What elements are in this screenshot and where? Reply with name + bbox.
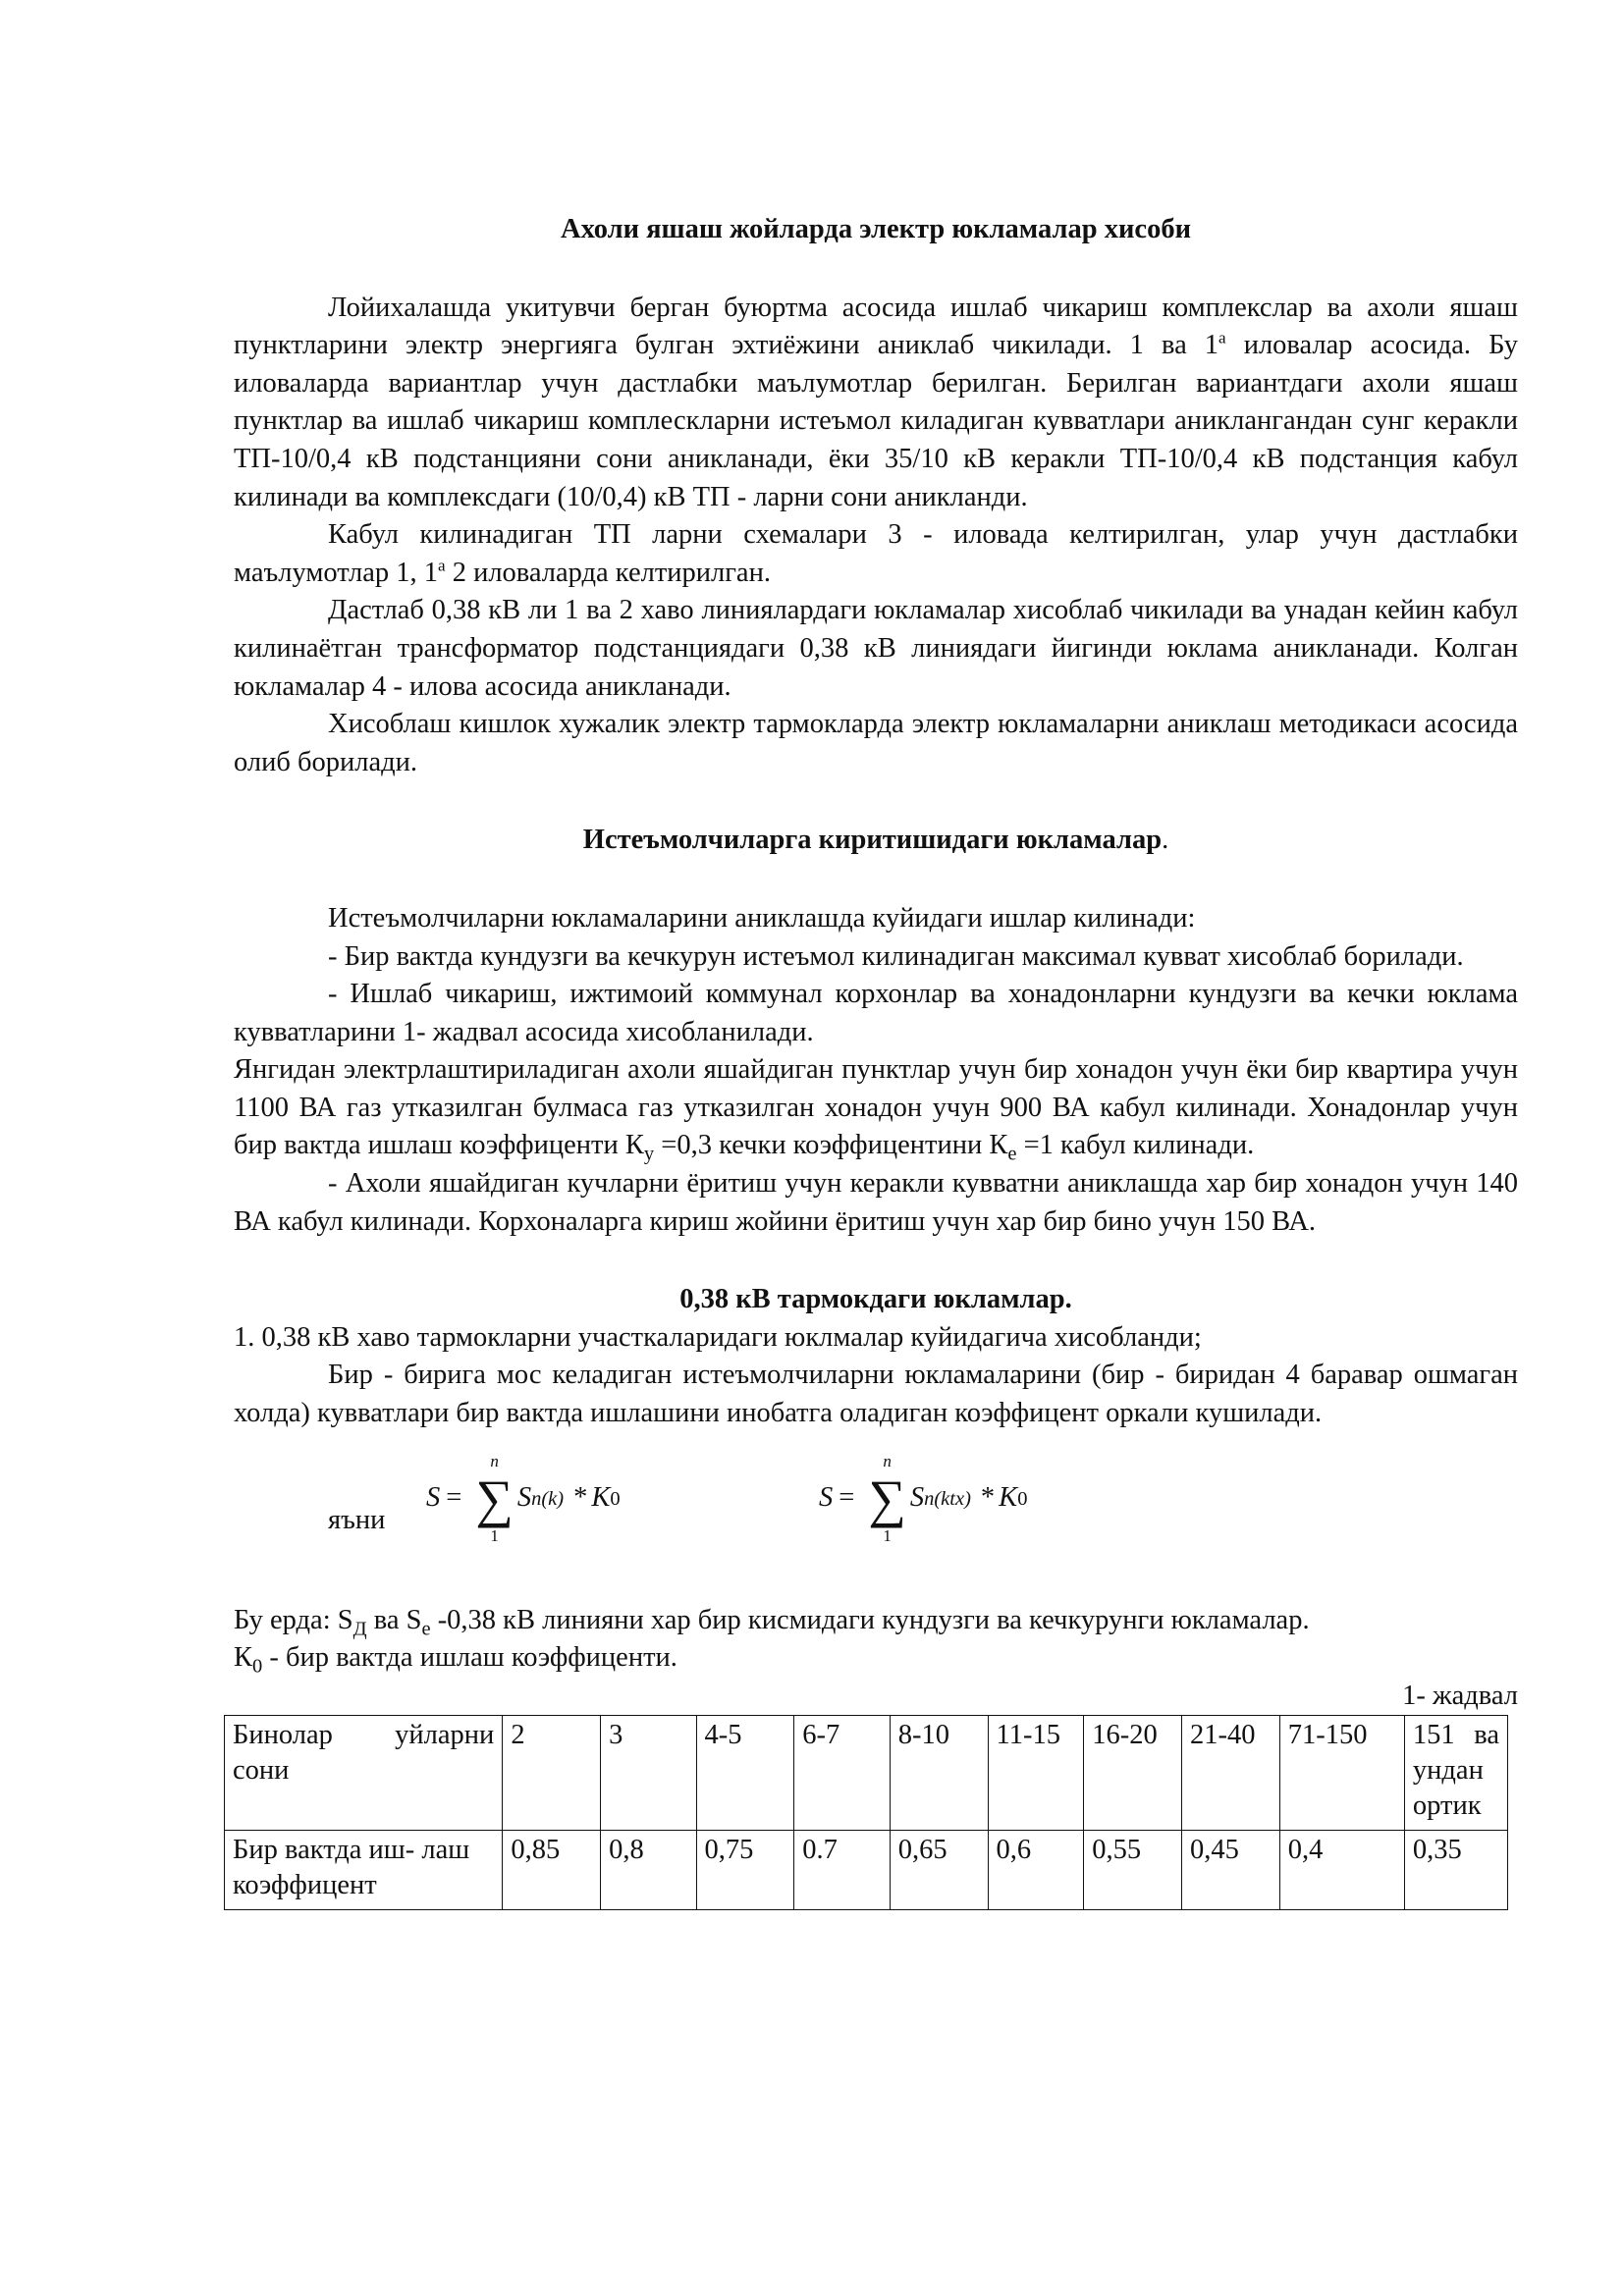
table-cell: 4-5 bbox=[696, 1716, 794, 1831]
table-cell: 0,85 bbox=[503, 1831, 601, 1910]
sum-upper-limit: n bbox=[883, 1451, 892, 1470]
subscript-0: 0 bbox=[252, 1655, 263, 1678]
table-cell: 0,35 bbox=[1404, 1831, 1507, 1910]
formula-k: K bbox=[591, 1482, 611, 1514]
table-cell: 0,4 bbox=[1279, 1831, 1404, 1910]
table-row bbox=[225, 1716, 1508, 1831]
table-row bbox=[225, 1831, 1508, 1910]
note-paragraph-1 bbox=[234, 1602, 1518, 1640]
heading-dot: . bbox=[1162, 825, 1169, 856]
formula-term: S bbox=[909, 1482, 925, 1514]
consumers-paragraph-3: - Ишлаб чикариш, ижтимоий коммунал корхонлар ва хонадонларни кундузги ва кечки юклама кувватларини 1- жадвал асосида хисобланилади. bbox=[234, 979, 1518, 1047]
coefficient-table bbox=[224, 1715, 1508, 1910]
sum-lower-limit: 1 bbox=[883, 1525, 892, 1545]
consumers-p4-text-a: Янгидан электрлаштириладиган ахоли яшайдиган пунктлар учун бир хонадон учун ёки бир квартира учун 1100 ВА газ утказилган булмаса газ утказилган хонадон учун 900 ВА кабул килинади. Хонадонлар учун бир вактда ишлаш коэффиценти К bbox=[234, 1054, 1518, 1161]
consumers-paragraph-2: - Бир вактда кундузги ва кечкурун истеъмол килинадиган максимал кувват хисоблаб борилади. bbox=[328, 940, 1464, 972]
table-caption: 1- жадвал bbox=[1402, 1680, 1518, 1711]
subscript-u: у bbox=[643, 1144, 655, 1166]
intro-p1-text-a: Лойихалашда укитувчи берган буюртма асосида ишлаб чикариш комплекслар ва ахоли яшаш пунктларини электр энергияга булган эхтиёжини аниклаб чикилади. 1 ва 1 bbox=[234, 292, 1518, 361]
table-cell: 8-10 bbox=[890, 1716, 988, 1831]
table-cell: 16-20 bbox=[1084, 1716, 1182, 1831]
sum-lower-limit: 1 bbox=[490, 1525, 499, 1545]
table-cell: 0,6 bbox=[988, 1831, 1084, 1910]
section-heading-consumers bbox=[234, 822, 1518, 860]
table-cell: 0,55 bbox=[1084, 1831, 1182, 1910]
table-cell: 0.7 bbox=[794, 1831, 890, 1910]
note-paragraph-2 bbox=[234, 1639, 1518, 1678]
intro-p2-text-b: 2 иловаларда келтирилган. bbox=[445, 557, 771, 588]
sigma-icon: ∑ bbox=[868, 1468, 906, 1528]
table-cell: 0,8 bbox=[601, 1831, 696, 1910]
consumers-p4-text-c: =1 кабул килинади. bbox=[1016, 1130, 1255, 1161]
section-heading-network: 0,38 кВ тармокдаги юкламлар. bbox=[679, 1284, 1072, 1315]
formula-term: S bbox=[516, 1482, 532, 1514]
formula-k: K bbox=[999, 1482, 1018, 1514]
table-cell: 6-7 bbox=[794, 1716, 890, 1831]
note-text-e: - бир вактда ишлаш коэффиценти. bbox=[262, 1642, 677, 1674]
subscript-e: е bbox=[421, 1618, 431, 1640]
formula-lhs: S bbox=[426, 1482, 441, 1514]
section-heading-text: Истеъмолчиларга киритишидаги юкламалар bbox=[582, 825, 1163, 856]
table-cell: 21-40 bbox=[1181, 1716, 1279, 1831]
intro-p1-text-b: иловалар асосида. Бу иловаларда вариантлар учун дастлабки маълумотлар берилган. Берилган вариантдаги ахоли яшаш пунктлар ва ишлаб чикариш комплескларни истеъмол киладиган кувватлари аниклангандан сунг керакли ТП-10/0,4 кВ подстанцияни сони аникланади, ёки 35/10 кВ керакли ТП-10/0,4 кВ подстанция кабул килинади ва комплексдаги (10/0,4) кВ ТП - ларни сони аникланди. bbox=[234, 330, 1519, 512]
consumers-paragraph-4 bbox=[234, 1051, 1518, 1165]
subscript-d: Д bbox=[352, 1618, 367, 1640]
table-cell-row-label: Бинолар уйларни сони bbox=[225, 1716, 503, 1831]
consumers-paragraph-5: - Ахоли яшайдиган кучларни ёритиш учун керакли кувватни аниклашда хар бир хонадон учун 140 ВА кабул килинади. Корхоналарга кириш жойини ёритиш учун хар бир бино учун 150 ВА. bbox=[234, 1168, 1518, 1237]
formula-equals: = bbox=[839, 1482, 855, 1514]
table-cell: 71-150 bbox=[1279, 1716, 1404, 1831]
note-text-d: К bbox=[234, 1642, 253, 1674]
subscript-e: е bbox=[1007, 1144, 1017, 1166]
table-cell: 2 bbox=[503, 1716, 601, 1831]
superscript-a: а bbox=[437, 556, 446, 575]
note-text-a: Бу ерда: S bbox=[234, 1604, 353, 1635]
formula-multiply: * bbox=[980, 1482, 996, 1514]
table-cell: 0,45 bbox=[1181, 1831, 1279, 1910]
intro-paragraph-3: Дастлаб 0,38 кВ ли 1 ва 2 хаво линиялардаги юкламалар хисоблаб чикилади ва унадан кейин кабул килинаётган трансформатор подстанциядаги 0,38 кВ линиядаги йигинди юклама аникланади. Колган юкламалар 4 - илова асосида аникланади. bbox=[234, 595, 1518, 702]
formula-equals: = bbox=[446, 1482, 462, 1514]
intro-paragraph-2 bbox=[234, 516, 1518, 592]
formula-lhs: S bbox=[819, 1482, 834, 1514]
document-page bbox=[233, 211, 1519, 1901]
table-cell: 151 ва ундан ортик bbox=[1404, 1716, 1507, 1831]
table-cell: 0,75 bbox=[696, 1831, 794, 1910]
intro-paragraph-4: Хисоблаш кишлок хужалик электр тармокларда электр юкламаларни аниклаш методикаси асосида олиб борилади. bbox=[234, 709, 1518, 777]
network-paragraph-2: Бир - бирига мос келадиган истеъмолчиларни юкламаларини (бир - биридан 4 баравар ошмаган холда) кувватлари бир вактда ишлашини инобатга оладиган коэффицент оркали кушилади. bbox=[234, 1360, 1518, 1429]
table-cell-row-label: Бир вактда иш- лаш коэффицент bbox=[225, 1831, 503, 1910]
intro-p2-text-a: Кабул килинадиган ТП ларни схемалари 3 - иловада келтирилган, улар учун дастлабки маълумотлар 1, 1 bbox=[234, 519, 1518, 588]
consumers-p4-text-b: =0,3 кечки коэффицентини К bbox=[654, 1130, 1008, 1161]
sum-upper-limit: n bbox=[490, 1451, 499, 1470]
note-text-b: ва S bbox=[366, 1604, 422, 1635]
intro-paragraph-1 bbox=[234, 290, 1518, 517]
formula-label: яъни bbox=[328, 1504, 386, 1535]
network-paragraph-1: 1. 0,38 кВ хаво тармокларни участкаларидаги юклмалар куйидагича хисобланди; bbox=[234, 1321, 1202, 1353]
summation-symbol bbox=[475, 1453, 514, 1545]
sigma-icon: ∑ bbox=[475, 1468, 514, 1528]
document-title: Ахоли яшаш жойларда электр юкламалар хисоби bbox=[560, 214, 1191, 244]
table-cell: 11-15 bbox=[988, 1716, 1084, 1831]
consumers-paragraph-1: Истеъмолчиларни юкламаларини аниклашда куйидаги ишлар килинади: bbox=[328, 902, 1196, 934]
superscript-a: а bbox=[1218, 328, 1226, 347]
table-cell: 0,65 bbox=[890, 1831, 988, 1910]
table-cell: 3 bbox=[601, 1716, 696, 1831]
formula-multiply: * bbox=[573, 1482, 588, 1514]
formula-row: яъни S = n ∑ 1 S n(k) * K 0 S = n ∑ 1 S n(ktx) * K 0 bbox=[328, 1451, 1028, 1545]
summation-symbol bbox=[868, 1453, 906, 1545]
note-text-c: -0,38 кВ линияни хар бир кисмидаги кундузги ва кечкурунги юкламалар. bbox=[430, 1604, 1310, 1635]
